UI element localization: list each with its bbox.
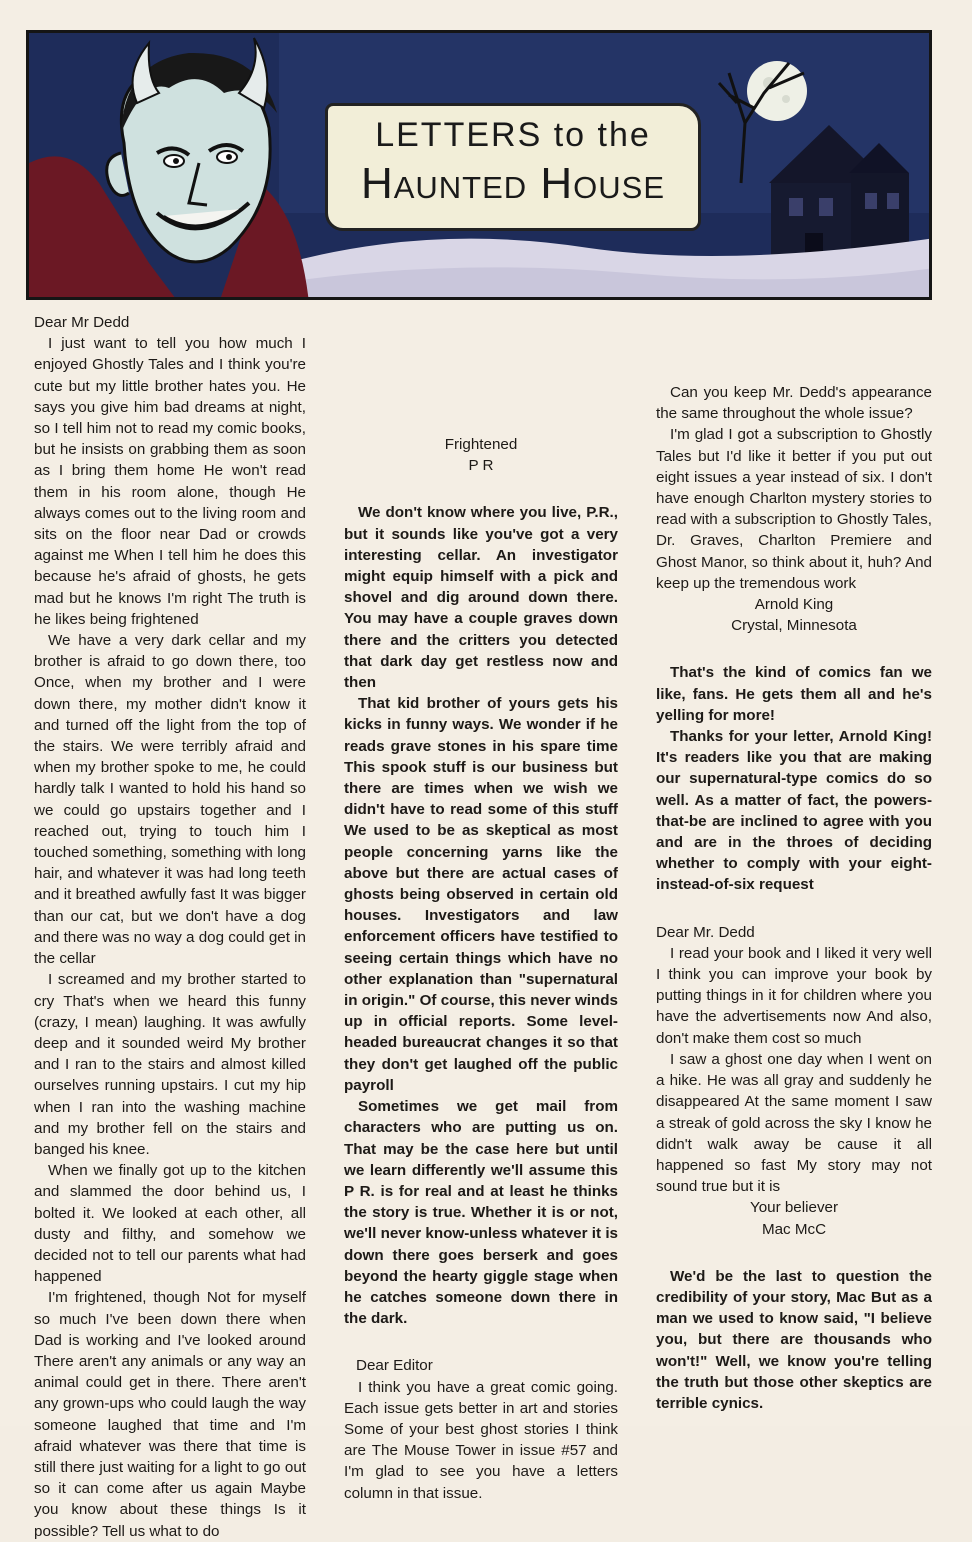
letter-1-signature: Frightened (444, 436, 518, 453)
reply-1-paragraph: That kid brother of yours gets his kicks in funny ways. We wonder if he reads grave stones in his spare time This spook stuff is our business but there are times when we wish we didn't have to read some of this stuff We used to be as skeptical as most people concerning yarns like the above but there are actual cases of ghosts being observed in certain old houses. Investigators and law enforcement officers have testified to seeing certain things which have no other explanation than "supernatural in origin." Of course, this never winds up in official reports. Some level-headed bureaucrat changes it so that they don't get laughed off the public payroll (344, 695, 618, 1094)
letter-2-salutation: Dear Editor (356, 1357, 433, 1375)
letter-3-salutation: Dear Mr. Dedd (656, 923, 755, 941)
letter-3-paragraph: I saw a ghost one day when I went on a hike. He was all gray and suddenly he disappeared At the same moment I saw a streak of gold across the sky I know he didn't walk away be cause it all happened so fast My story may not sound true but it is (656, 1050, 932, 1196)
reply-2-paragraph: That's the kind of comics fan we like, fans. He gets them all and he's yelling for more! (656, 664, 932, 724)
letter-1-paragraph: We have a very dark cellar and my brother is afraid to go down there, too Once, when my brother and I were down there, my mother didn't know it and turned off the light from the top of the stairs. We were terribly afraid and when my brother spoke to me, he could hardly talk I wanted to hold his hand so we could go upstairs together and I reached out, trying to touch him I touched something, something with long hair, and whatever it was had long teeth and it breathed awfully fast It was bigger than our cat, but we don't have a dog and there was no way a dog could get in the cellar (34, 632, 306, 968)
column-3 (656, 382, 932, 1414)
letter-3-name: Mac McC (761, 1220, 827, 1238)
letter-1-paragraph: I'm frightened, though Not for myself so much I've been down there when Dad is working and I've looked around There aren't any animals or any way an animal could get in there. There aren't any grown-ups who could laugh the way someone laughed that time and I'm afraid whatever was there that time is still there just waiting for a light to go out so it can come after us again Maybe you know about these things Is it possible? Tell us what to do (34, 1289, 306, 1540)
moon-icon (747, 61, 807, 121)
header-banner (26, 30, 932, 300)
title-line-2: Haunted House (360, 159, 666, 208)
letter-1-paragraph: I screamed and my brother started to cry That's when we heard this funny (crazy, I mean) laughing. It was awfully deep and it sounded weird My brother and I ran to the stairs and almost killed ourselves running upstairs. I cut my hip when I ran into the washing machine and my brother fell on the stairs and banged his knee. (34, 971, 306, 1158)
letter-1-salutation: Dear Mr Dedd (34, 314, 130, 331)
letter-2-paragraph: I think you have a great comic going. Each issue gets better in art and stories Some of your best ghost stories I think are The Mouse Tower in issue #57 and I'm glad to see you have a letters column in that issue. (344, 1378, 618, 1502)
reply-1-paragraph: Sometimes we get mail from characters who are putting us on. That may be the case here but until we learn differently we'll assume this P R. is for real and at least he thinks the story is true. Whether it is or not, we'll never know-unless whatever it is down there goes berserk and goes beyond the hearty giggle stage when he catches someone down there in the dark. (344, 1098, 618, 1328)
letter-1-initials: P R (468, 457, 494, 475)
letter-2-paragraph: I'm glad I got a subscription to Ghostly Tales but I'd like it better if you put out eight issues a year instead of six. I don't have enough Charlton mystery stories to read with a subscription to Ghostly Tales, Dr. Graves, Charlton Premiere and Ghost Manor, so think about it, huh? And keep up the tremendous work (656, 426, 932, 592)
reply-1-paragraph: We don't know where you live, P.R., but it sounds like you've got a very interesting cellar. An investigator might equip himself with a pick and shovel and dig around down there. You may have a couple graves down there and the critters you detected that dark day get restless now and then (344, 504, 618, 692)
column-1 (34, 312, 306, 1542)
letter-3-signature: Your believer (749, 1199, 839, 1217)
title-line-1: LETTERS to the (375, 116, 651, 154)
letter-1-paragraph: I just want to tell you how much I enjoyed Ghostly Tales and I think you're cute but my little brother hates you. He says you give him bad dreams at night, so I tell him not to read my comic books, but he insists on grabbing them as soon as I bring them home He won't read them in his room alone, though He always comes out to the living room and sits on the floor near Dad or crowds against me When I tell him he does this because he's afraid of ghosts, he gets mad but he knows I'm right The truth is he likes being frightened (34, 335, 306, 628)
letter-2-location: Crystal, Minnesota (731, 617, 857, 635)
reply-2-paragraph: Thanks for your letter, Arnold King! It's readers like you that are making our supernatural-type comics do so well. As a matter of fact, the powers-that-be are inclined to agree with you and are in the throes of deciding whether to comply with your eight-instead-of-six request (656, 728, 932, 894)
letter-2-signature: Arnold King (754, 596, 834, 614)
reply-3-paragraph: We'd be the last to question the credibility of your story, Mac But as a man we used to know said, "I believe you, but there are thousands who won't!" Well, we know you're telling the truth but those other skeptics are terrible cynics. (656, 1267, 932, 1412)
column-2 (344, 434, 618, 1504)
letter-1-paragraph: When we finally got up to the kitchen and slammed the door behind us, I bolted it. We looked at each other, all dusty and filthy, and somehow we decided not to tell our parents what had happened (34, 1162, 306, 1286)
letter-2-paragraph: Can you keep Mr. Dedd's appearance the same throughout the whole issue? (656, 384, 932, 423)
title-plate (325, 103, 701, 231)
letter-3-paragraph: I read your book and I liked it very well I think you can improve your book by putting things in it for children where you have the advertisements now And also, don't make them cost so much (656, 944, 932, 1047)
